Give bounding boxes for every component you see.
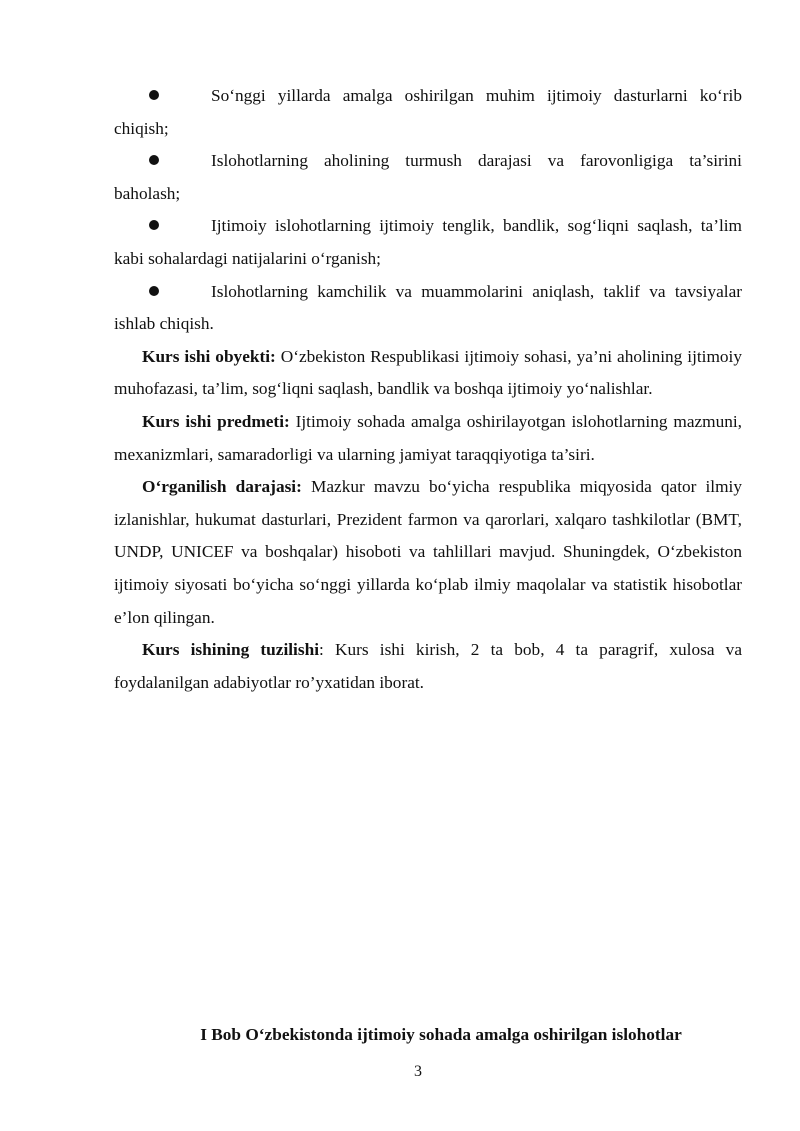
page-number: 3 (414, 1063, 422, 1080)
paragraph-object (114, 341, 742, 406)
bullet-icon (149, 90, 159, 100)
paragraph-label: O‘rganilish darajasi: (142, 477, 302, 497)
list-item (114, 145, 742, 210)
paragraph-label: Kurs ishi predmeti: (142, 411, 290, 431)
list-item-text: Islohotlarning aholining turmush darajasi va farovonligiga ta’sirini baholash; (114, 151, 742, 203)
paragraph-text: O‘zbekiston Respublikasi ijtimoiy sohasi, ya’ni aholining ijtimoiy muhofazasi, ta’lim, sog‘liqni saqlash, bandlik va boshqa ijtimoiy yo‘nalishlar. (114, 346, 743, 399)
list-item (114, 80, 742, 145)
list-item (114, 276, 742, 341)
bullet-icon (149, 155, 159, 165)
bullet-icon (149, 220, 159, 230)
chapter-title: I Bob O‘zbekistonda ijtimoiy sohada amalga oshirilgan islohotlar (200, 1025, 682, 1044)
paragraph-study-level (114, 471, 742, 634)
document-body (114, 80, 742, 699)
paragraph-text: : Kurs ishi kirish, 2 ta bob, 4 ta paragrif, xulosa va foydalanilgan adabiyotlar ro’yxatidan iborat. (114, 640, 742, 692)
paragraph-label: Kurs ishi obyekti: (142, 346, 276, 366)
paragraph-subject (114, 406, 742, 471)
paragraph-structure (114, 634, 742, 699)
list-item-text: So‘nggi yillarda amalga oshirilgan muhim ijtimoiy dasturlarni ko‘rib chiqish; (114, 86, 742, 138)
list-item-text: Ijtimoiy islohotlarning ijtimoiy tenglik, bandlik, sog‘liqni saqlash, ta’lim kabi sohalardagi natijalarini o‘rganish; (114, 216, 742, 268)
paragraph-label: Kurs ishining tuzilishi (142, 640, 319, 660)
bullet-icon (149, 286, 159, 296)
paragraph-text: Ijtimoiy sohada amalga oshirilayotgan islohotlarning mazmuni, mexanizmlari, samaradorligi va ularning jamiyat taraqqiyotiga ta’siri. (114, 411, 743, 464)
list-item-text: Islohotlarning kamchilik va muammolarini aniqlash, taklif va tavsiyalar ishlab chiqish. (114, 281, 742, 334)
list-item (114, 210, 742, 275)
paragraph-text: Mazkur mavzu bo‘yicha respublika miqyosida qator ilmiy izlanishlar, hukumat dasturlari, Prezident farmon va qarorlari, xalqaro tashkilotlar (BMT, UNDP, UNICEF va boshqalar) hisoboti va tahlillari mavjud. Shuningdek, O‘zbekiston ijtimoiy siyosati bo‘yicha so‘nggi yillarda ko‘plab ilmiy maqolalar va statistik hisobotlar e’lon qilingan. (114, 477, 742, 627)
